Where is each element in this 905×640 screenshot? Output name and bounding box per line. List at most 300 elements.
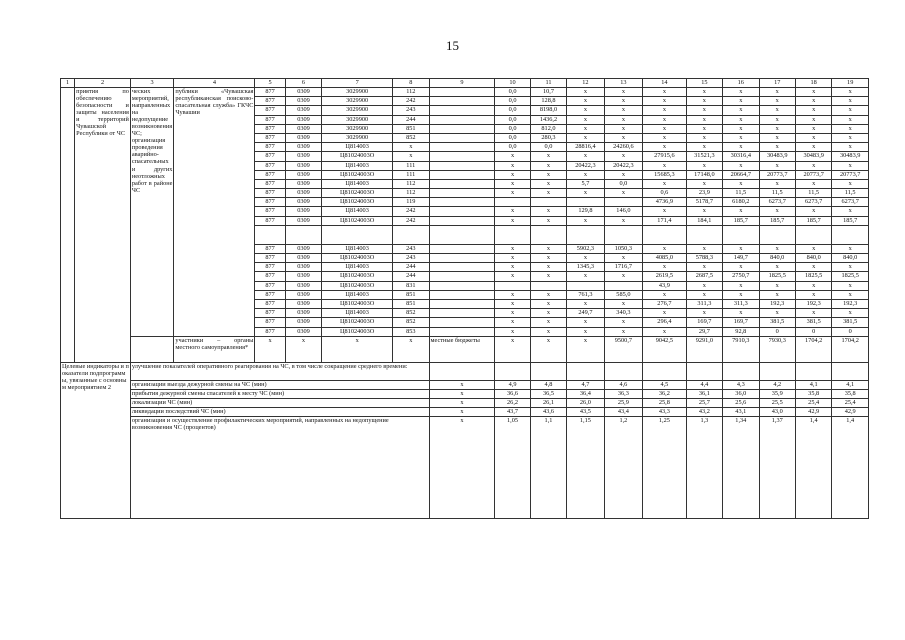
empty-cell	[429, 362, 495, 380]
table-cell: 851	[393, 124, 429, 133]
table-cell: 4,1	[795, 380, 831, 389]
table-cell: 30483,9	[832, 152, 869, 161]
table-cell: x	[530, 336, 566, 362]
table-cell: x	[567, 216, 604, 225]
table-cell: 11,5	[832, 189, 869, 198]
table-cell: 1825,5	[759, 272, 795, 281]
table-cell	[429, 97, 495, 106]
table-cell: 20422,3	[604, 161, 642, 170]
table-cell: 1,2	[604, 417, 642, 519]
table-cell: x	[759, 244, 795, 253]
empty-cell	[686, 362, 722, 380]
table-cell: 249,7	[567, 309, 604, 318]
table-cell	[429, 309, 495, 318]
budget-row	[61, 88, 869, 97]
table-cell: x	[495, 336, 530, 362]
empty-cell	[530, 362, 566, 380]
table-cell	[604, 225, 642, 244]
table-cell: x	[723, 124, 759, 133]
table-cell	[686, 225, 722, 244]
table-cell: 42,9	[832, 408, 869, 417]
table-cell	[429, 327, 495, 336]
table-cell: x	[495, 161, 530, 170]
table-cell: x	[495, 263, 530, 272]
table-cell: 0,0	[495, 97, 530, 106]
table-cell: x	[832, 290, 869, 299]
table-cell: 4,5	[643, 380, 687, 389]
table-cell	[429, 189, 495, 198]
table-cell: 242	[393, 207, 429, 216]
table-cell: x	[723, 207, 759, 216]
table-cell: 36,4	[567, 389, 604, 398]
table-cell: Ц81024003О	[322, 198, 393, 207]
header-number-cell: 2	[75, 79, 131, 88]
table-cell: 877	[255, 254, 285, 263]
table-cell: 43,3	[643, 408, 687, 417]
table-cell: 0309	[285, 216, 321, 225]
table-cell: Ц81024003О	[322, 318, 393, 327]
table-cell: 35,8	[832, 389, 869, 398]
table-cell: x	[832, 179, 869, 188]
table-cell	[429, 124, 495, 133]
header-number-cell: 19	[832, 79, 869, 88]
table-cell: 9500,7	[604, 336, 642, 362]
table-cell: x	[686, 309, 722, 318]
table-cell: 840,0	[832, 254, 869, 263]
table-cell: 877	[255, 207, 285, 216]
table-cell: Ц81024003О	[322, 299, 393, 308]
table-cell: 877	[255, 161, 285, 170]
table-cell: 169,7	[723, 318, 759, 327]
table-cell: x	[530, 161, 566, 170]
table-cell: x	[567, 124, 604, 133]
table-body	[61, 79, 869, 519]
table-cell: 6180,2	[723, 198, 759, 207]
table-cell: 171,4	[643, 216, 687, 225]
table-cell: 3029900	[322, 115, 393, 124]
table-cell: 3029900	[322, 124, 393, 133]
table-cell: x	[604, 152, 642, 161]
table-cell: 244	[393, 272, 429, 281]
table-cell: 24260,6	[604, 143, 642, 152]
table-cell: x	[686, 263, 722, 272]
table-cell: x	[759, 133, 795, 142]
table-cell: 3029900	[322, 97, 393, 106]
table-cell: x	[530, 290, 566, 299]
table-cell: 5,7	[567, 179, 604, 188]
table-cell: Ц814003	[322, 207, 393, 216]
table-cell: 146,0	[604, 207, 642, 216]
table-cell	[429, 290, 495, 299]
table-cell: 20773,7	[795, 170, 831, 179]
table-cell: Ц81024003О	[322, 272, 393, 281]
table-cell: 26,1	[530, 399, 566, 408]
table-cell: x	[643, 97, 687, 106]
table-cell: x	[832, 309, 869, 318]
header-number-cell: 18	[795, 79, 831, 88]
table-cell: x	[832, 281, 869, 290]
table-cell: 0,0	[604, 179, 642, 188]
table-cell: 112	[393, 189, 429, 198]
table-cell: 877	[255, 198, 285, 207]
table-cell: x	[795, 290, 831, 299]
table-cell	[429, 207, 495, 216]
table-cell: x	[567, 327, 604, 336]
table-cell: 35,9	[759, 389, 795, 398]
table-cell: x	[795, 179, 831, 188]
table-cell: Ц81024003О	[322, 189, 393, 198]
table-cell	[832, 225, 869, 244]
table-cell: 877	[255, 133, 285, 142]
table-cell: 4085,0	[643, 254, 687, 263]
table-cell: x	[604, 327, 642, 336]
table-cell: 852	[393, 318, 429, 327]
table-cell: x	[643, 207, 687, 216]
table-cell: x	[723, 97, 759, 106]
table-cell: x	[495, 309, 530, 318]
indicator-row	[61, 380, 869, 389]
table-cell: 0309	[285, 189, 321, 198]
table-cell: x	[723, 106, 759, 115]
table-cell: 7930,3	[759, 336, 795, 362]
table-cell: x	[567, 299, 604, 308]
table-cell	[495, 281, 530, 290]
table-cell: x	[759, 207, 795, 216]
table-cell: x	[723, 281, 759, 290]
table-cell: x	[832, 143, 869, 152]
table-cell: x	[643, 161, 687, 170]
table-cell: 10,7	[530, 88, 566, 97]
table-cell: 6273,7	[795, 198, 831, 207]
table-cell: 26,0	[567, 399, 604, 408]
table-cell: 877	[255, 327, 285, 336]
table-cell	[429, 179, 495, 188]
table-cell: 852	[393, 133, 429, 142]
table-cell: 877	[255, 216, 285, 225]
table-cell: x	[604, 97, 642, 106]
table-cell: 43,7	[495, 408, 530, 417]
table-cell: x	[567, 133, 604, 142]
table-cell: x	[567, 254, 604, 263]
table-cell: x	[832, 133, 869, 142]
empty-cell	[723, 362, 759, 380]
empty-cell	[795, 362, 831, 380]
table-cell: 1704,2	[795, 336, 831, 362]
table-cell: 6273,7	[832, 198, 869, 207]
table-cell	[795, 225, 831, 244]
table-cell: 877	[255, 318, 285, 327]
table-cell: x	[567, 189, 604, 198]
table-cell	[429, 272, 495, 281]
table-cell: x	[643, 263, 687, 272]
table-cell: Ц814003	[322, 161, 393, 170]
table-cell: x	[530, 254, 566, 263]
table-cell: x	[530, 216, 566, 225]
table-cell: 28816,4	[567, 143, 604, 152]
table-cell: 852	[393, 309, 429, 318]
table-cell	[429, 170, 495, 179]
table-cell: x	[530, 318, 566, 327]
table-cell: x	[759, 309, 795, 318]
empty-cell	[567, 362, 604, 380]
indicator-label-cell: прибытия дежурной смены спасателей к месту ЧС (мин)	[130, 389, 429, 398]
table-cell: x	[759, 143, 795, 152]
table-cell	[429, 88, 495, 97]
table-cell: 1,1	[530, 417, 566, 519]
table-cell: 0309	[285, 143, 321, 152]
table-cell: 280,3	[530, 133, 566, 142]
table-cell: x	[322, 336, 393, 362]
table-cell: 0309	[285, 281, 321, 290]
table-cell: 36,6	[495, 389, 530, 398]
header-number-cell: 12	[567, 79, 604, 88]
table-cell	[429, 198, 495, 207]
table-cell: 877	[255, 170, 285, 179]
table-cell: 36,2	[643, 389, 687, 398]
table-cell: 0,0	[495, 115, 530, 124]
header-number-cell: 1	[61, 79, 75, 88]
table-cell: x	[495, 152, 530, 161]
table-cell: x	[795, 88, 831, 97]
table-cell: x	[567, 170, 604, 179]
table-cell: x	[686, 281, 722, 290]
table-cell: 381,5	[759, 318, 795, 327]
table-cell: 128,8	[530, 97, 566, 106]
table-cell: 0309	[285, 179, 321, 188]
table-cell: x	[530, 152, 566, 161]
table-cell: 0309	[285, 161, 321, 170]
table-cell: 112	[393, 179, 429, 188]
table-cell	[322, 225, 393, 244]
table-cell: 761,3	[567, 290, 604, 299]
table-cell	[429, 133, 495, 142]
table-cell: 242	[393, 216, 429, 225]
table-cell: x	[723, 290, 759, 299]
table-cell: x	[604, 106, 642, 115]
table-cell: x	[832, 115, 869, 124]
table-cell	[604, 281, 642, 290]
table-cell: 23,9	[686, 189, 722, 198]
header-number-cell: 14	[643, 79, 687, 88]
table-cell: x	[832, 88, 869, 97]
table-cell: 831	[393, 281, 429, 290]
empty-cell	[643, 362, 687, 380]
table-cell: x	[723, 133, 759, 142]
table-cell: 42,9	[795, 408, 831, 417]
table-cell	[567, 198, 604, 207]
table-cell: 0,6	[643, 189, 687, 198]
table-cell: x	[759, 161, 795, 170]
table-cell: 192,3	[832, 299, 869, 308]
table-cell: 4,9	[495, 380, 530, 389]
table-cell: 340,3	[604, 309, 642, 318]
table-cell: x	[686, 161, 722, 170]
table-cell: x	[429, 408, 495, 417]
table-cell: x	[686, 133, 722, 142]
page-number: 15	[446, 38, 459, 53]
table-cell: x	[495, 170, 530, 179]
header-number-row	[61, 79, 869, 88]
table-cell	[429, 244, 495, 253]
header-number-cell: 9	[429, 79, 495, 88]
table-cell: x	[530, 272, 566, 281]
table-cell: x	[795, 207, 831, 216]
table-cell: x	[759, 106, 795, 115]
table-cell: x	[530, 179, 566, 188]
table-cell: 4,4	[686, 380, 722, 389]
table-cell: x	[795, 133, 831, 142]
table-cell: 185,7	[723, 216, 759, 225]
table-cell: x	[495, 244, 530, 253]
empty-cell	[604, 362, 642, 380]
table-cell: 877	[255, 290, 285, 299]
indicator-row	[61, 389, 869, 398]
table-cell: x	[759, 115, 795, 124]
table-cell: 26,2	[495, 399, 530, 408]
header-number-cell: 15	[686, 79, 722, 88]
table-cell: 25,4	[832, 399, 869, 408]
table-cell: x	[795, 124, 831, 133]
table-cell: x	[795, 106, 831, 115]
table-cell: Ц814003	[322, 309, 393, 318]
table-cell: 36,5	[530, 389, 566, 398]
table-cell: 43,1	[723, 408, 759, 417]
table-cell: 0309	[285, 88, 321, 97]
table-cell: 0309	[285, 244, 321, 253]
table-cell: 1704,2	[832, 336, 869, 362]
table-cell: Ц81024003О	[322, 216, 393, 225]
table-cell: x	[686, 207, 722, 216]
table-cell	[495, 225, 530, 244]
table-cell	[643, 225, 687, 244]
measure-name-cell: приятия по обеспечению безопасности и защиты населения и территорий Чувашской Республики от ЧС	[75, 88, 131, 363]
table-cell: 43,2	[686, 408, 722, 417]
table-cell: 17148,0	[686, 170, 722, 179]
header-number-cell: 16	[723, 79, 759, 88]
table-cell: 877	[255, 124, 285, 133]
table-cell: x	[795, 263, 831, 272]
table-cell: 877	[255, 189, 285, 198]
table-cell: 851	[393, 290, 429, 299]
table-cell: x	[686, 106, 722, 115]
table-cell: 25,5	[759, 399, 795, 408]
table-cell: 20422,3	[567, 161, 604, 170]
table-cell: 877	[255, 115, 285, 124]
table-cell: x	[795, 161, 831, 170]
table-cell: 381,5	[832, 318, 869, 327]
table-cell: 853	[393, 327, 429, 336]
table-cell: 0,0	[495, 106, 530, 115]
table-cell: x	[643, 179, 687, 188]
table-cell: x	[604, 115, 642, 124]
table-cell: 25,8	[643, 399, 687, 408]
table-cell: 1050,3	[604, 244, 642, 253]
table-cell	[429, 143, 495, 152]
table-cell: 3029900	[322, 133, 393, 142]
table-cell: x	[567, 106, 604, 115]
header-number-cell: 7	[322, 79, 393, 88]
table-cell: x	[795, 309, 831, 318]
table-cell: Ц81024003О	[322, 254, 393, 263]
table-cell: 585,0	[604, 290, 642, 299]
table-cell: x	[604, 318, 642, 327]
table-cell: 25,4	[795, 399, 831, 408]
table-cell: 0309	[285, 254, 321, 263]
table-cell: 0309	[285, 327, 321, 336]
table-cell: 276,7	[643, 299, 687, 308]
table-cell: 0309	[285, 152, 321, 161]
table-cell: x	[495, 327, 530, 336]
table-cell: 185,7	[759, 216, 795, 225]
indicator-row	[61, 408, 869, 417]
table-cell: 27915,6	[643, 152, 687, 161]
table-cell	[604, 198, 642, 207]
table-cell: x	[604, 88, 642, 97]
table-cell: 0,0	[495, 124, 530, 133]
table-cell: x	[530, 309, 566, 318]
table-cell: x	[686, 143, 722, 152]
table-cell: 4,8	[530, 380, 566, 389]
table-cell: x	[530, 299, 566, 308]
table-cell: 129,8	[567, 207, 604, 216]
table-cell: x	[832, 97, 869, 106]
table-cell: x	[495, 189, 530, 198]
table-cell: x	[643, 327, 687, 336]
table-cell: 3029900	[322, 88, 393, 97]
table-cell: x	[643, 106, 687, 115]
table-cell: 8198,0	[530, 106, 566, 115]
table-cell: 3029900	[322, 106, 393, 115]
table-cell	[255, 225, 285, 244]
table-cell	[723, 225, 759, 244]
table-cell: x	[604, 170, 642, 179]
table-cell: 1436,2	[530, 115, 566, 124]
table-cell: 4736,9	[643, 198, 687, 207]
table-cell: x	[604, 124, 642, 133]
table-cell: 242	[393, 97, 429, 106]
table-cell: 840,0	[795, 254, 831, 263]
table-cell: x	[686, 244, 722, 253]
indicator-row	[61, 399, 869, 408]
table-cell: Ц81024003О	[322, 327, 393, 336]
table-cell: x	[255, 336, 285, 362]
table-cell: x	[759, 88, 795, 97]
indicator-row	[61, 417, 869, 519]
table-cell: 111	[393, 170, 429, 179]
table-cell: 30483,9	[795, 152, 831, 161]
table-cell: x	[604, 189, 642, 198]
table-cell: 43,6	[530, 408, 566, 417]
table-cell	[429, 152, 495, 161]
table-cell: x	[686, 290, 722, 299]
table-cell: 30316,4	[723, 152, 759, 161]
table-cell: 20773,7	[759, 170, 795, 179]
table-cell	[429, 281, 495, 290]
table-cell	[495, 198, 530, 207]
table-cell: x	[643, 143, 687, 152]
table-cell: x	[643, 244, 687, 253]
table-cell: x	[429, 380, 495, 389]
table-cell: x	[530, 207, 566, 216]
table-cell: 0309	[285, 299, 321, 308]
table-cell: 840,0	[759, 254, 795, 263]
header-number-cell: 11	[530, 79, 566, 88]
table-cell: 36,0	[723, 389, 759, 398]
table-cell: x	[686, 115, 722, 124]
table-cell: x	[495, 179, 530, 188]
table-cell: 1,05	[495, 417, 530, 519]
table-cell: x	[567, 152, 604, 161]
